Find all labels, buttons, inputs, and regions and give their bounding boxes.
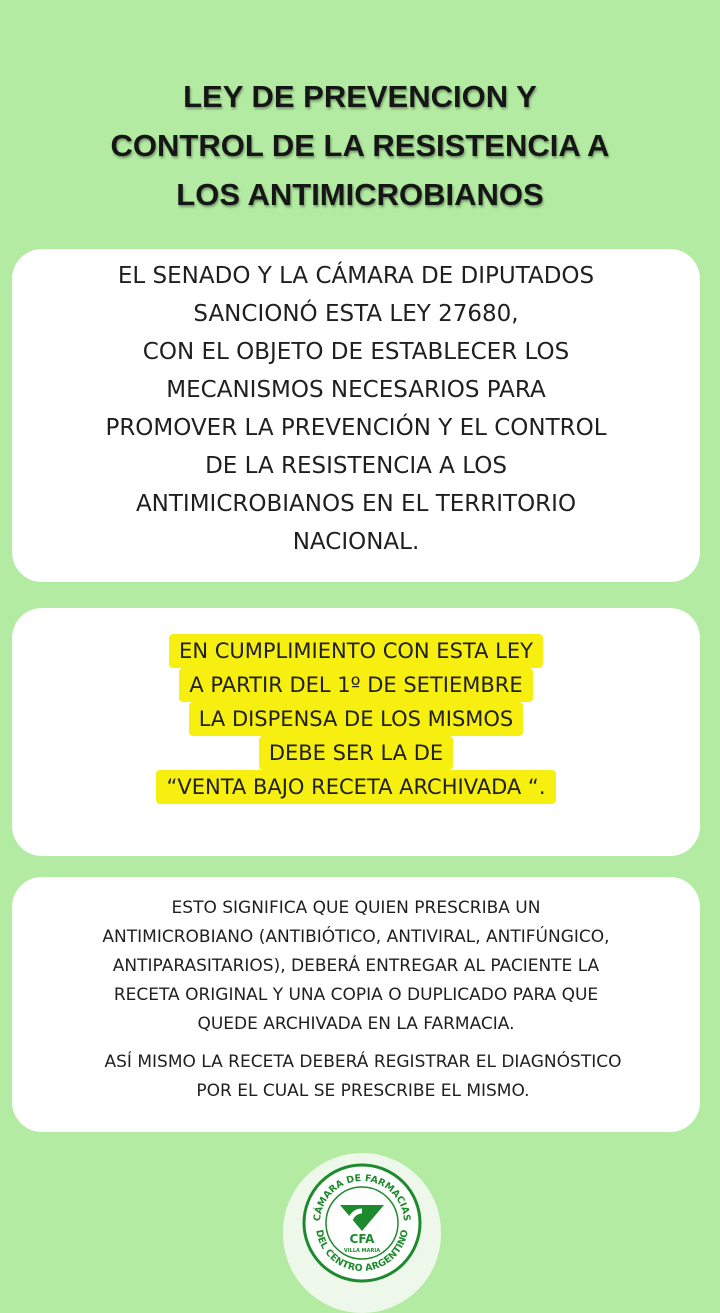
logo-center-text: CFA <box>349 1232 375 1246</box>
compliance-highlight-block <box>12 634 700 804</box>
highlighted-line: A PARTIR DEL 1º DE SETIEMBRE <box>179 668 532 702</box>
law-info-card <box>12 249 700 582</box>
highlighted-line: EN CUMPLIMIENTO CON ESTA LEY <box>169 634 543 668</box>
law-info-text <box>12 257 700 561</box>
logo-bottom-text: DEL CENTRO ARGENTINO <box>313 1228 411 1275</box>
law-info-line: PROMOVER LA PREVENCIÓN Y EL CONTROL <box>105 415 607 441</box>
law-info-line: MECANISMOS NECESARIOS PARA <box>166 377 546 403</box>
page-title <box>0 72 720 219</box>
title-line-2: CONTROL DE LA RESISTENCIA A <box>110 128 610 163</box>
title-line-3: LOS ANTIMICROBIANOS <box>176 177 544 212</box>
title-line-1: LEY DE PREVENCION Y <box>183 79 537 114</box>
explanation-line: RECETA ORIGINAL Y UNA COPIA O DUPLICADO PARA QUE <box>113 985 599 1005</box>
diagnosis-line: POR EL CUAL SE PRESCRIBE EL MISMO. <box>196 1081 530 1101</box>
pharmacy-chamber-logo <box>302 1163 422 1283</box>
law-info-line: SANCIONÓ ESTA LEY 27680, <box>193 301 519 327</box>
compliance-card <box>12 608 700 856</box>
explanation-line: QUEDE ARCHIVADA EN LA FARMACIA. <box>197 1014 515 1034</box>
highlighted-line: LA DISPENSA DE LOS MISMOS <box>189 702 524 736</box>
diagnosis-line: ASÍ MISMO LA RECETA DEBERÁ REGISTRAR EL DIAGNÓSTICO <box>104 1052 622 1072</box>
explanation-line: ANTIMICROBIANO (ANTIBIÓTICO, ANTIVIRAL, ANTIFÚNGICO, <box>102 927 610 947</box>
explanation-card <box>12 877 700 1132</box>
logo-top-text: CÁMARA DE FARMACIAS <box>311 1172 413 1222</box>
explanation-line: ESTO SIGNIFICA QUE QUIEN PRESCRIBA UN <box>171 898 541 918</box>
highlighted-line: DEBE SER LA DE <box>259 736 453 770</box>
law-info-line: DE LA RESISTENCIA A LOS <box>205 453 507 479</box>
law-info-line: ANTIMICROBIANOS EN EL TERRITORIO <box>135 491 577 517</box>
law-info-line: CON EL OBJETO DE ESTABLECER LOS <box>142 339 570 365</box>
diagnosis-paragraph <box>12 1048 700 1106</box>
law-info-line: NACIONAL. <box>292 529 420 555</box>
logo-sub-text: VILLA MARIA <box>343 1248 381 1254</box>
highlighted-line: “VENTA BAJO RECETA ARCHIVADA “. <box>156 770 555 804</box>
explanation-line: ANTIPARASITARIOS), DEBERÁ ENTREGAR AL PACIENTE LA <box>112 956 600 976</box>
law-info-line: EL SENADO Y LA CÁMARA DE DIPUTADOS <box>117 263 595 289</box>
explanation-paragraph <box>12 894 700 1039</box>
